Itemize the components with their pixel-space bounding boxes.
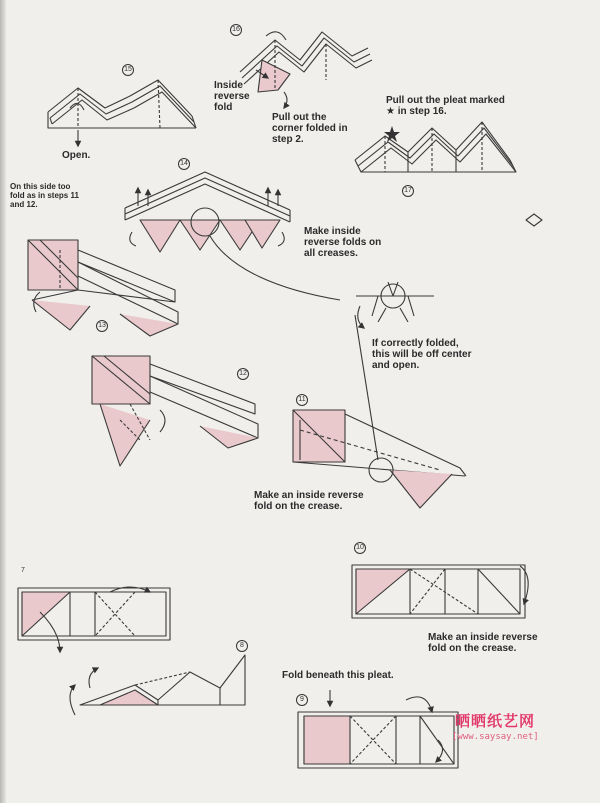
step-10-diagram xyxy=(352,565,528,618)
step-number-14: 14 xyxy=(178,158,190,170)
step-number-13: 13 xyxy=(96,320,108,332)
step-9-diagram xyxy=(298,690,458,768)
step-number-15: 15 xyxy=(122,64,134,76)
label-fold-beneath-pleat: Fold beneath this pleat. xyxy=(282,670,394,681)
label-pull-out-corner: Pull out the corner folded in step 2. xyxy=(272,112,348,145)
step-15-diagram xyxy=(48,80,196,146)
step-17-diagram xyxy=(355,122,516,172)
label-open: Open. xyxy=(62,150,91,161)
label-correctly-folded: If correctly folded, this will be off center and open. xyxy=(372,338,472,371)
step-8-diagram xyxy=(70,655,245,715)
star-icon xyxy=(384,126,400,142)
step-number-7: 7 xyxy=(21,567,25,574)
label-this-side-too: On this side too fold as in steps 11 and 12. xyxy=(10,182,79,209)
label-inside-reverse-all-creases: Make inside reverse folds on all creases. xyxy=(304,226,382,259)
step-number-9: 9 xyxy=(296,694,308,706)
label-pull-out-pleat: Pull out the pleat marked ★ in step 16. xyxy=(386,95,505,117)
watermark-url: [www.saysay.net] xyxy=(452,732,539,742)
label-inside-reverse-crease-11: Make an inside reverse fold on the crease. xyxy=(254,490,364,512)
correctly-folded-detail xyxy=(356,282,434,328)
step-7-diagram xyxy=(18,587,170,652)
step-number-17: 17 xyxy=(402,185,414,197)
step-number-11: 11 xyxy=(296,394,308,406)
step-number-8: 8 xyxy=(236,640,248,652)
step-number-12: 12 xyxy=(237,368,249,380)
step-number-16: 16 xyxy=(230,24,242,36)
watermark-site-name: 晒晒纸艺网 xyxy=(455,712,536,730)
step-12-diagram xyxy=(92,356,258,466)
step-16-diagram xyxy=(240,32,372,108)
step-number-10: 10 xyxy=(354,542,366,554)
next-arrow-icon xyxy=(526,214,542,226)
label-inside-reverse-crease-10: Make an inside reverse fold on the crease. xyxy=(428,632,538,654)
label-inside-reverse-fold: Inside reverse fold xyxy=(214,80,250,113)
